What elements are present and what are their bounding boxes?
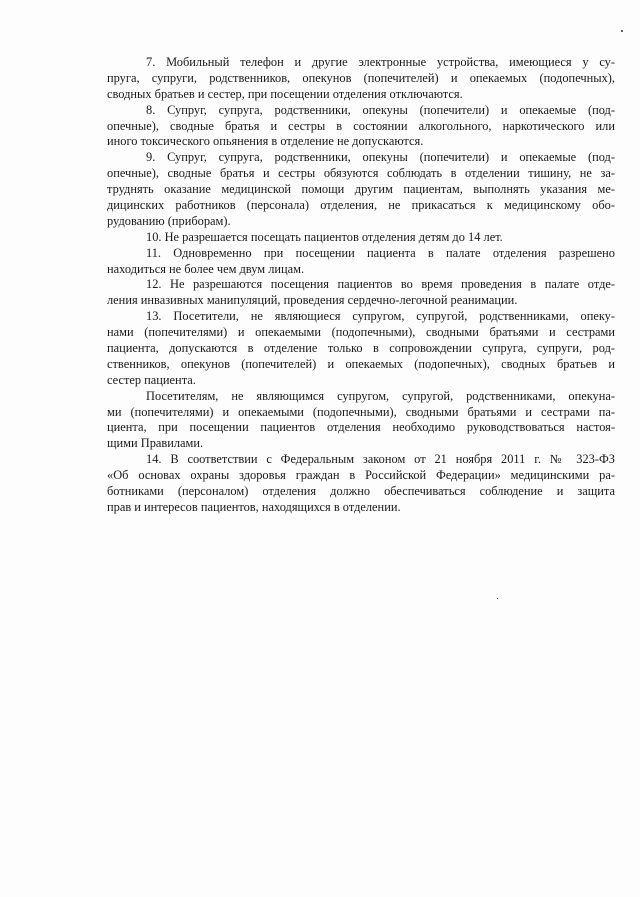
text-line: ботниками (персоналом) отделения должно обеспечиваться соблюдение и защита (107, 484, 615, 499)
text-line: «Об основах охраны здоровья граждан в Российской Федерации» медицинскими ра- (107, 468, 615, 483)
text-line: ления инвазивных манипуляций, проведения сердечно-легочной реанимации. (107, 293, 518, 308)
text-line: пациента, допускаются в отделение только в сопровождении супруга, супруги, род- (107, 341, 615, 356)
text-line: 12. Не разрешаются посещения пациентов во время проведения в палате отде- (146, 277, 615, 292)
text-line: сестер пациента. (107, 372, 196, 387)
text-line: находиться не более чем двум лицам. (107, 261, 305, 276)
scan-speck (497, 598, 498, 599)
paragraph-p13 (107, 309, 615, 388)
text-line: прав и интересов пациентов, находящихся в отделении. (107, 499, 401, 514)
document-body (107, 55, 615, 516)
text-line: рудованию (приборам). (107, 213, 231, 228)
text-line: опечные), сводные братья и сестры обязуются соблюдать в отделении тишину, не за- (107, 166, 615, 181)
paragraph-p10 (107, 230, 615, 246)
text-line: иного токсического опьянения в отделение не допускаются. (107, 134, 424, 149)
text-line: 14. В соответствии с Федеральным законом от 21 ноября 2011 г. № 323-ФЗ (146, 452, 615, 467)
paragraph-p7 (107, 55, 615, 103)
text-line: Посетителям, не являющимся супругом, супругой, родственниками, опекуна- (146, 388, 615, 403)
text-line: нами (попечителями) и опекаемыми (подопечными), сводными братьями и сестрами (107, 325, 615, 340)
scan-speck (621, 30, 623, 32)
text-line: ственников, опекунов (попечителей) и опекаемых (подопечных), сводных братьев и (107, 356, 615, 371)
paragraph-p8 (107, 103, 615, 151)
text-line: 10. Не разрешается посещать пациентов отделения детям до 14 лет. (146, 229, 503, 244)
text-line: 7. Мобильный телефон и другие электронные устройства, имеющиеся у су- (146, 55, 615, 69)
text-line: 11. Одновременно при посещении пациента в палате отделения разрешено (146, 245, 615, 260)
text-line: дицинских работников (персонала) отделения, не прикасаться к медицинскому обо- (107, 198, 615, 213)
text-line: 8. Супруг, супруга, родственники, опекуны (попечители) и опекаемые (под- (146, 102, 615, 117)
text-line: пруга, супруги, родственников, опекунов (попечителей) и опекаемых (подопечных), (107, 70, 615, 85)
text-line: щими Правилами. (107, 436, 204, 451)
text-line: 9. Супруг, супруга, родственники, опекуны (попечители) и опекаемые (под- (146, 150, 615, 165)
paragraph-p11 (107, 246, 615, 278)
text-line: ми (попечителями) и опекаемыми (подопечными), сводными братьями и сестрами па- (107, 404, 615, 419)
text-line: циента, при посещении пациентов отделения необходимо руководствоваться настоя- (107, 420, 615, 435)
paragraph-p14 (107, 452, 615, 516)
text-line: опечные), сводные братья и сестры в состоянии алкогольного, наркотического или (107, 118, 615, 133)
paragraph-p12 (107, 277, 615, 309)
paragraph-p9 (107, 150, 615, 229)
text-line: труднять оказание медицинской помощи другим пациентам, выполнять указания ме- (107, 182, 615, 197)
paragraph-p13b (107, 389, 615, 453)
text-line: сводных братьев и сестер, при посещении отделения отключаются. (107, 86, 463, 101)
text-line: 13. Посетители, не являющиеся супругом, супругой, родственниками, опеку- (146, 309, 615, 324)
